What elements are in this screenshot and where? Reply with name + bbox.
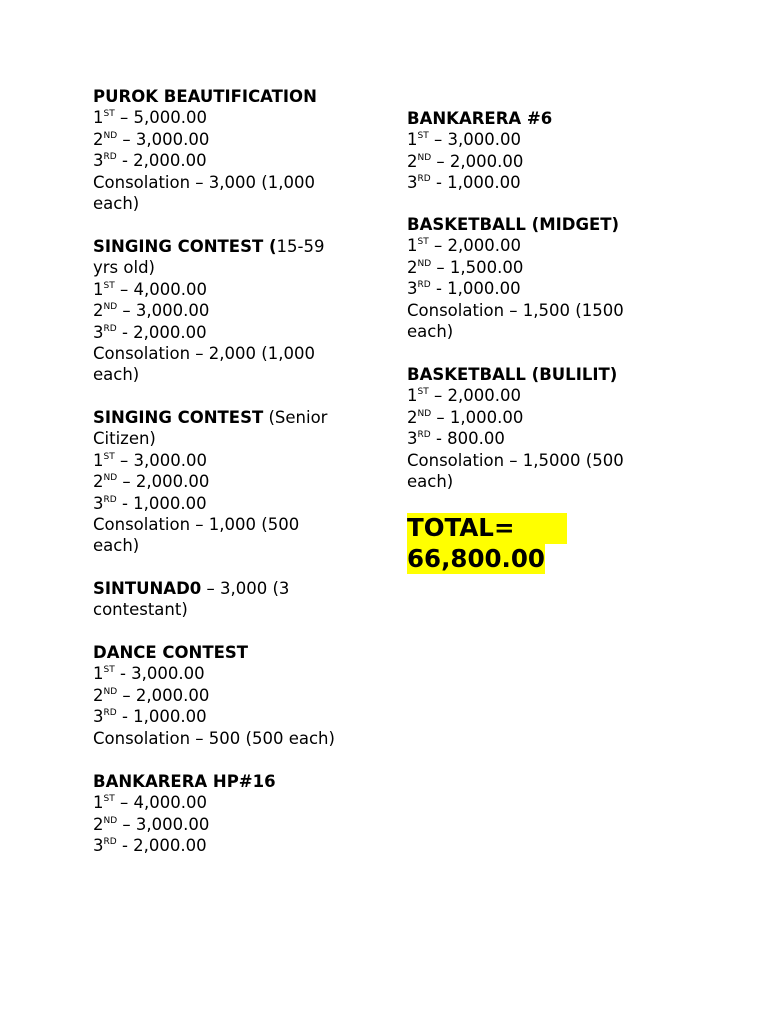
prize-third: 3RD - 2,000.00 [93,151,207,171]
consolation-line: Consolation – 1,000 (500 [93,515,300,535]
consolation-line: Consolation – 2,000 (1,000 [93,344,315,364]
prize-third: 3RD - 2,000.00 [93,322,207,342]
section-title: BASKETBALL (MIDGET) [407,215,620,234]
section-title-cont: Citizen) [93,429,156,449]
prize-second: 2ND – 2,000.00 [93,472,210,492]
section-title: BANKARERA HP#16 [93,772,276,791]
singing-contest-1559-section [93,236,383,386]
section-title-cont: yrs old) [93,258,155,278]
section-title: SINGING CONTEST (15-59 [93,237,325,256]
consolation-line-cont: each) [93,536,140,556]
total-label-row [407,513,567,544]
total-label: TOTAL [407,513,494,542]
prize-first: 1ST – 2,000.00 [407,386,521,406]
prize-second: 2ND – 2,000.00 [407,151,524,171]
section-title: PUROK BEAUTIFICATION [93,87,317,106]
prize-first: 1ST – 2,000.00 [407,236,521,256]
consolation-line: Consolation – 1,5000 (500 [407,450,624,470]
prize-third: 3RD - 800.00 [407,429,505,449]
section-title-cont: contestant) [93,600,188,620]
prize-third: 3RD - 1,000.00 [93,707,207,727]
prize-third: 3RD - 1,000.00 [407,173,521,193]
total-amount: 66,800.00 [407,543,545,573]
prize-first: 1ST – 4,000.00 [93,279,207,299]
section-title: BANKARERA #6 [407,109,553,128]
consolation-line-cont: each) [93,365,140,385]
singing-contest-senior-section [93,407,383,557]
total-equals: = [493,513,515,542]
prize-second: 2ND – 3,000.00 [93,129,210,149]
section-title: SINGING CONTEST (Senior [93,408,328,427]
prize-first: 1ST – 3,000.00 [407,130,521,150]
consolation-line-cont: each) [407,322,454,342]
basketball-midget-section [407,214,707,342]
purok-beautification-section [93,86,383,214]
basketball-bulilit-section [407,364,707,492]
prize-third: 3RD - 1,000.00 [407,279,521,299]
prize-second: 2ND – 3,000.00 [93,814,210,834]
grand-total [407,513,577,574]
prize-first: 1ST – 5,000.00 [93,108,207,128]
section-title: DANCE CONTEST [93,643,249,662]
prize-first: 1ST - 3,000.00 [93,664,205,684]
consolation-line-cont: each) [407,472,454,492]
section-title: SINTUNAD0 – 3,000 (3 [93,579,290,598]
bankarera-6-section [407,108,707,194]
prize-first: 1ST – 4,000.00 [93,793,207,813]
prize-third: 3RD - 2,000.00 [93,836,207,856]
dance-contest-section [93,642,383,749]
bankarera-hp16-section [93,771,383,857]
prize-second: 2ND – 3,000.00 [93,301,210,321]
prize-second: 2ND – 1,000.00 [407,407,524,427]
prize-second: 2ND – 1,500.00 [407,257,524,277]
prize-third: 3RD - 1,000.00 [93,493,207,513]
consolation-line: Consolation – 1,500 (1500 [407,300,624,320]
prize-first: 1ST – 3,000.00 [93,450,207,470]
consolation-line: Consolation – 3,000 (1,000 [93,172,315,192]
prize-second: 2ND – 2,000.00 [93,685,210,705]
section-title: BASKETBALL (BULILIT) [407,365,618,384]
consolation-line: Consolation – 500 (500 each) [93,728,335,748]
consolation-line-cont: each) [93,194,140,214]
sintunado-section [93,578,383,621]
